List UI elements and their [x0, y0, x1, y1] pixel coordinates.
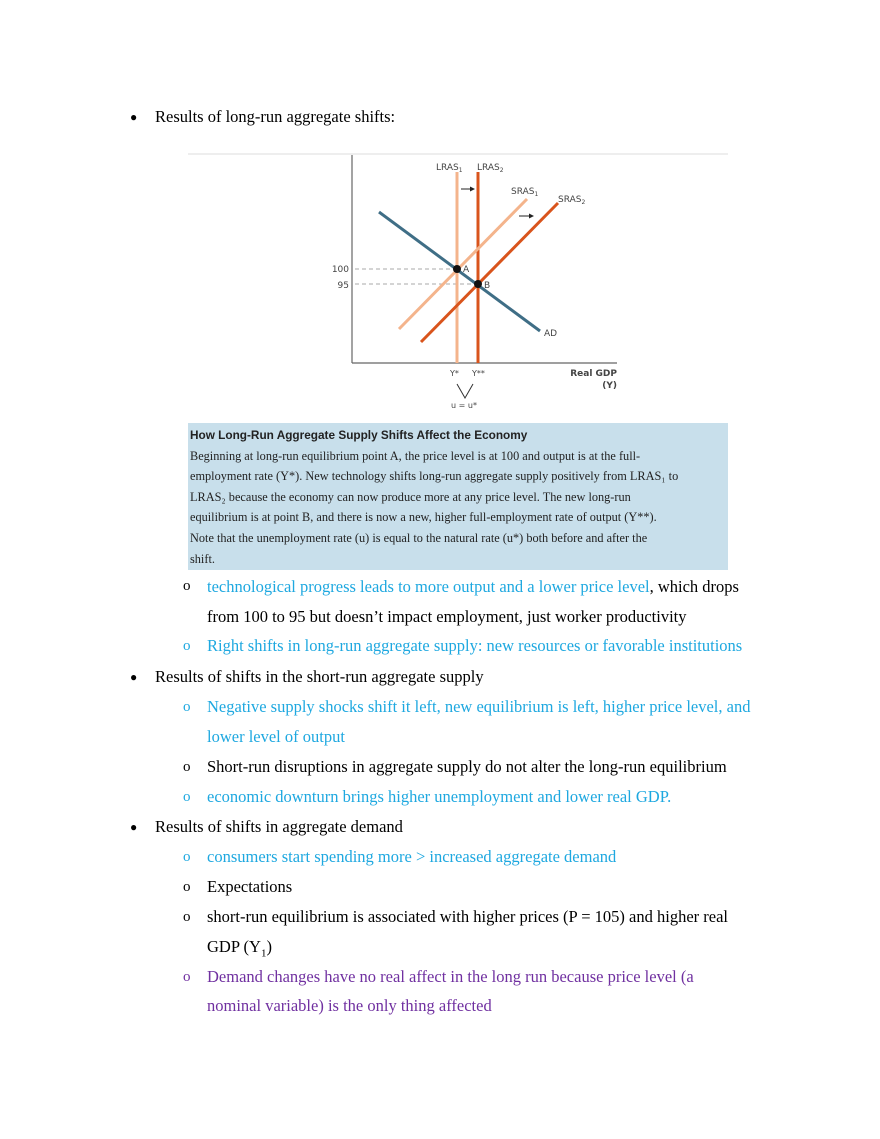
price-95-label: 95	[337, 281, 349, 291]
sub-bullet-text: short-run equilibrium is associated with higher prices (P = 105) and higher real	[207, 907, 728, 926]
sub-bullet-marker: o	[183, 909, 191, 925]
lras2-label: $LRAS_2$	[477, 163, 504, 174]
sub-bullet-text: consumers start spending more > increased aggregate demand	[207, 847, 617, 866]
ystarstar-label: Y**	[472, 369, 485, 378]
sub-bullet-marker: o	[183, 879, 191, 895]
sub-bullet-text: Right shifts in long-run aggregate supply: new resources or favorable institutions	[207, 636, 743, 655]
sub-bullet-marker: o	[183, 638, 191, 654]
caption-title: How Long-Run Aggregate Supply Shifts Affect the Economy	[190, 428, 528, 442]
bullet-icon: ●	[130, 110, 138, 124]
lras1-label: $LRAS_1$	[436, 163, 463, 174]
caption-line: equilibrium is at point B, and there is now a new, higher full-employment rate of output (Y**).	[190, 510, 657, 525]
sub-bullet-marker: o	[183, 969, 191, 985]
plain-text: GDP (Y	[207, 937, 261, 956]
ad-label: AD	[544, 329, 558, 339]
sub-bullet-marker: o	[183, 759, 191, 775]
sub-bullet-text-cont: lower level of output	[207, 727, 345, 746]
plain-text: )	[266, 937, 272, 956]
highlight-text: technological progress leads to more output and a lower price level	[207, 577, 650, 596]
figure-caption	[188, 423, 728, 570]
caption-line: employment rate (Y*). New technology shifts long-run aggregate supply positively from LRAS₁ to	[190, 469, 679, 484]
sub-bullet-text: Short-run disruptions in aggregate supply do not alter the long-run equilibrium	[207, 757, 727, 776]
bullet-icon: ●	[130, 670, 138, 684]
plain-text: , which drops	[649, 577, 739, 596]
bullet-icon: ●	[130, 820, 138, 834]
u-label: u = u*	[451, 401, 477, 410]
sub-bullet-text	[207, 577, 739, 597]
bullet-text: Results of shifts in the short-run aggregate supply	[155, 667, 484, 686]
sras1-label: $SRAS_1$	[511, 187, 539, 198]
caption-line: LRAS₂ because the economy can now produce more at any price level. The new long-run	[190, 489, 631, 504]
caption-line: Beginning at long-run equilibrium point A, the price level is at 100 and output is at the full-	[190, 448, 641, 463]
diagram-svg	[188, 153, 728, 415]
point-b-marker	[474, 280, 482, 288]
xaxis-label-1: Real GDP	[570, 369, 617, 379]
point-a-marker	[453, 265, 461, 273]
bullet-text: Results of long-run aggregate shifts:	[155, 107, 396, 126]
caption-line: Note that the unemployment rate (u) is equal to the natural rate (u*) both before and after the	[190, 530, 648, 545]
bullet-text: Results of shifts in aggregate demand	[155, 817, 403, 836]
sub-bullet-marker: o	[183, 578, 191, 594]
shift-arrow-icon	[461, 187, 475, 192]
sub-bullet-marker: o	[183, 699, 191, 715]
sub-bullet-text: Negative supply shocks shift it left, new equilibrium is left, higher price level, and	[207, 697, 751, 716]
sras2-line	[421, 203, 558, 342]
subscript: 1	[260, 947, 267, 960]
shift-arrow-icon	[519, 214, 534, 219]
sub-bullet-text: economic downturn brings higher unemployment and lower real GDP.	[207, 787, 672, 806]
caption-line: shift.	[190, 551, 215, 566]
sub-bullet-marker: o	[183, 849, 191, 865]
sub-bullet-text: Expectations	[207, 877, 293, 896]
ystar-label: Y*	[450, 369, 459, 378]
sub-bullet-text-cont	[207, 937, 272, 963]
sub-bullet-text: Demand changes have no real affect in the long run because price level (a	[207, 967, 694, 986]
sras2-label: $SRAS_2$	[558, 195, 586, 206]
price-100-label: 100	[331, 265, 349, 275]
sub-bullet-text-cont: from 100 to 95 but doesn’t impact employment, just worker productivity	[207, 607, 687, 626]
sras1-line	[399, 199, 527, 329]
point-a-label: A	[463, 265, 470, 275]
point-b-label: B	[484, 281, 491, 291]
xaxis-label-2: (Y)	[602, 381, 617, 391]
sub-bullet-text-cont: nominal variable) is the only thing affected	[207, 996, 492, 1015]
v-arrows-icon	[457, 384, 473, 398]
sub-bullet-marker: o	[183, 789, 191, 805]
lras-shift-diagram	[188, 153, 728, 415]
